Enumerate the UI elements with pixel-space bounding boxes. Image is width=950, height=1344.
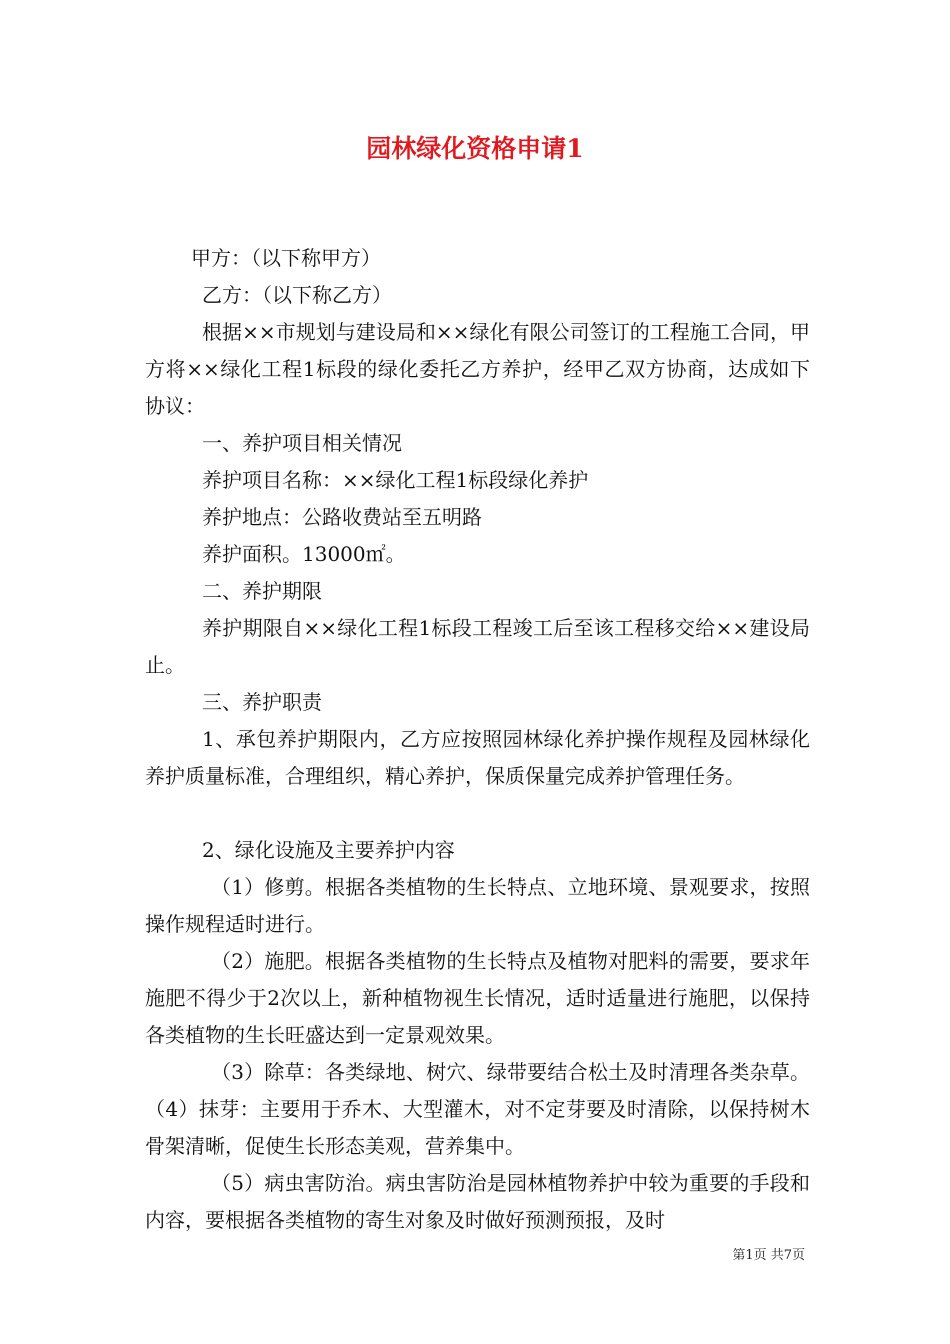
section-heading-2: 二、养护期限 — [202, 579, 322, 603]
maintenance-pruning: （1）修剪。根据各类植物的生长特点、立地环境、景观要求，按照操作规程适时进行。 — [145, 875, 810, 936]
maintenance-pest-control: （5）病虫害防治。病虫害防治是园林植物养护中较为重要的手段和内容，要根据各类植物的寄生对象及时做好预测预报，及时 — [145, 1171, 810, 1232]
section-heading-1: 一、养护项目相关情况 — [202, 431, 402, 455]
page-number: 第1页 共7页 — [732, 1248, 805, 1263]
maintenance-weeding: （3）除草：各类绿地、树穴、绿带要结合松土及时清理各类杂草。（4）抹芽：主要用于乔木、大型灌木，对不定芽要及时清除，以保持树木骨架清晰，促使生长形态美观，营养集中。 — [145, 1060, 810, 1158]
document-title: 园林绿化资格申请1 — [366, 134, 584, 163]
project-location-line: 养护地点：公路收费站至五明路 — [202, 505, 482, 529]
project-name-line: 养护项目名称：××绿化工程1标段绿化养护 — [202, 468, 589, 492]
duty-item-2-heading: 2、绿化设施及主要养护内容 — [202, 838, 455, 862]
duty-item-1: 1、承包养护期限内，乙方应按照园林绿化养护操作规程及园林绿化养护质量标准，合理组织，精心养护，保质保量完成养护管理任务。 — [145, 727, 810, 788]
party-a-line: 甲方：（以下称甲方） — [191, 246, 381, 270]
section-heading-3: 三、养护职责 — [202, 690, 322, 714]
maintenance-fertilizing: （2）施肥。根据各类植物的生长特点及植物对肥料的需要，要求年施肥不得少于2次以上，新种植物视生长情况，适时适量进行施肥，以保持各类植物的生长旺盛达到一定景观效果。 — [145, 949, 810, 1047]
intro-paragraph: 根据××市规划与建设局和××绿化有限公司签订的工程施工合同，甲方将××绿化工程1标段的绿化委托乙方养护，经甲乙双方协商，达成如下协议： — [145, 320, 810, 418]
project-area-line: 养护面积。13000㎡。 — [202, 542, 406, 566]
period-paragraph: 养护期限自××绿化工程1标段工程竣工后至该工程移交给××建设局止。 — [145, 616, 810, 677]
party-b-line: 乙方：（以下称乙方） — [202, 283, 392, 307]
